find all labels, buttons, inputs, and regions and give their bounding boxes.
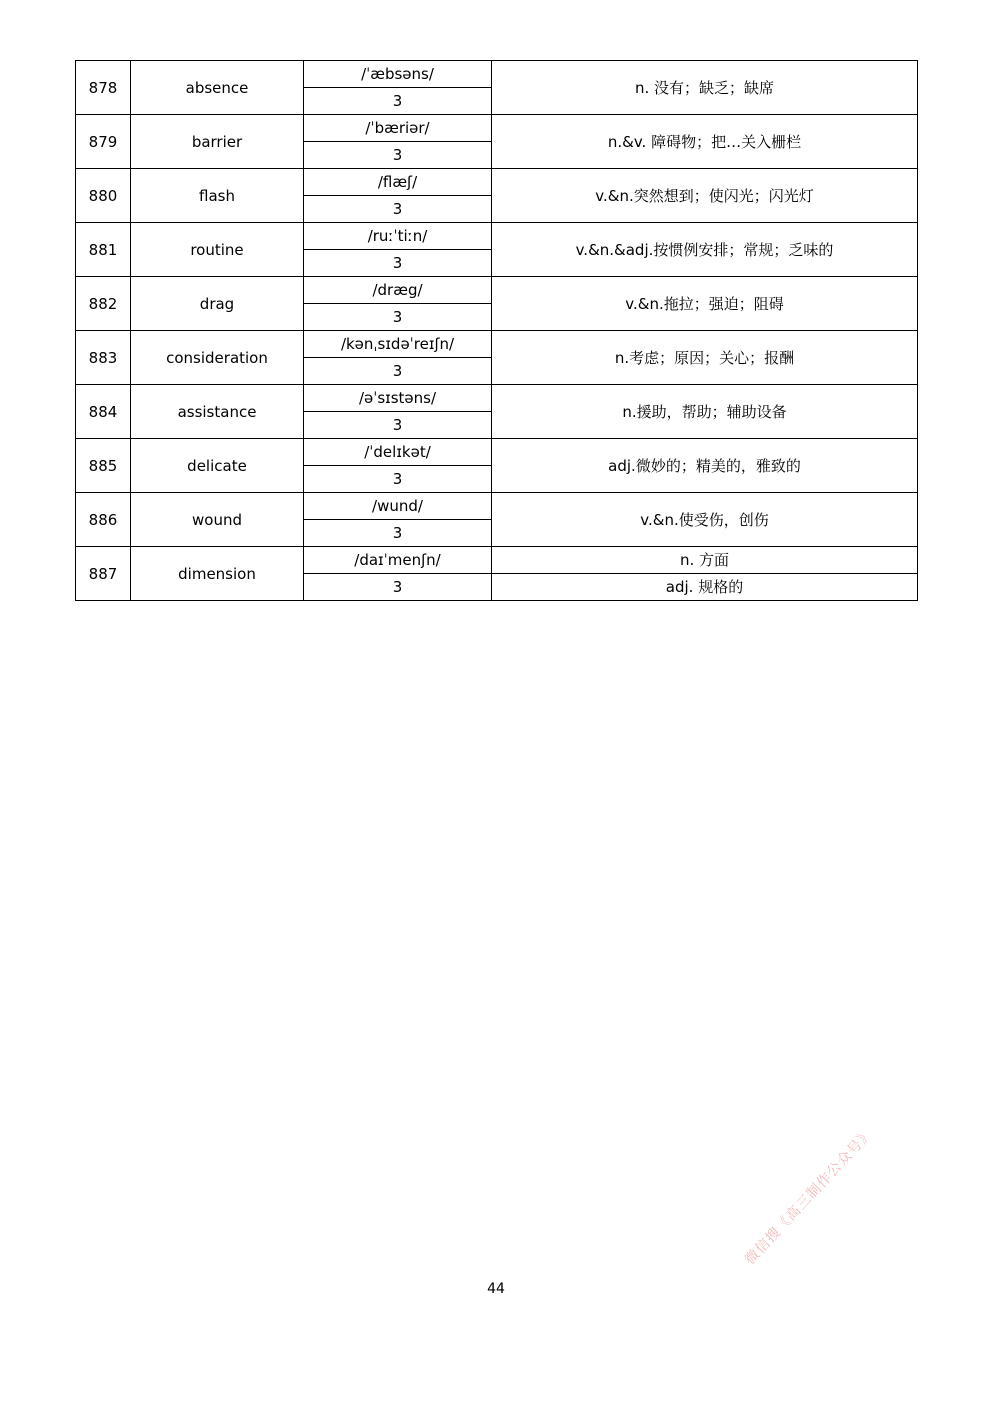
entry-number: 878 — [76, 61, 131, 115]
entry-meaning: adj.微妙的；精美的，雅致的 — [492, 439, 918, 493]
entry-level: 3 — [304, 466, 492, 493]
entry-word: routine — [131, 223, 304, 277]
table-row — [76, 115, 918, 142]
entry-word: assistance — [131, 385, 304, 439]
table-row — [76, 385, 918, 412]
entry-word: wound — [131, 493, 304, 547]
table-row — [76, 547, 918, 574]
entry-word: barrier — [131, 115, 304, 169]
entry-meaning: n.援助，帮助；辅助设备 — [492, 385, 918, 439]
entry-word: delicate — [131, 439, 304, 493]
entry-level: 3 — [304, 142, 492, 169]
entry-level: 3 — [304, 520, 492, 547]
entry-word: drag — [131, 277, 304, 331]
table-row — [76, 61, 918, 88]
watermark: 微信搜《高三制作公众号》 — [742, 1125, 877, 1268]
entry-level: 3 — [304, 88, 492, 115]
entry-phonetic: /ˈbæriər/ — [304, 115, 492, 142]
entry-phonetic: /dræg/ — [304, 277, 492, 304]
entry-level: 3 — [304, 358, 492, 385]
entry-phonetic: /wund/ — [304, 493, 492, 520]
entry-meaning: n. 方面 — [492, 547, 918, 574]
entry-phonetic: /ˈdelɪkət/ — [304, 439, 492, 466]
entry-number: 880 — [76, 169, 131, 223]
table-row — [76, 277, 918, 304]
entry-phonetic: /flæʃ/ — [304, 169, 492, 196]
entry-level: 3 — [304, 574, 492, 601]
entry-meaning-secondary: adj. 规格的 — [492, 574, 918, 601]
entry-meaning: v.&n.使受伤，创伤 — [492, 493, 918, 547]
entry-number: 884 — [76, 385, 131, 439]
entry-meaning: v.&n.突然想到；使闪光；闪光灯 — [492, 169, 918, 223]
entry-word: absence — [131, 61, 304, 115]
entry-meaning: n. 没有；缺乏；缺席 — [492, 61, 918, 115]
table-row — [76, 439, 918, 466]
entry-meaning: v.&n.拖拉；强迫；阻碍 — [492, 277, 918, 331]
table-row — [76, 223, 918, 250]
entry-phonetic: /ruːˈtiːn/ — [304, 223, 492, 250]
entry-level: 3 — [304, 412, 492, 439]
table-row — [76, 169, 918, 196]
entry-meaning: n.&v. 障碍物；把…关入栅栏 — [492, 115, 918, 169]
entry-phonetic: /ˈæbsəns/ — [304, 61, 492, 88]
page-number: 44 — [487, 1281, 505, 1297]
entry-phonetic: /əˈsɪstəns/ — [304, 385, 492, 412]
entry-number: 882 — [76, 277, 131, 331]
entry-level: 3 — [304, 196, 492, 223]
entry-word: dimension — [131, 547, 304, 601]
entry-number: 879 — [76, 115, 131, 169]
table-row — [76, 331, 918, 358]
entry-phonetic: /kənˌsɪdəˈreɪʃn/ — [304, 331, 492, 358]
entry-level: 3 — [304, 250, 492, 277]
entry-number: 886 — [76, 493, 131, 547]
entry-number: 887 — [76, 547, 131, 601]
entry-word: consideration — [131, 331, 304, 385]
entry-word: flash — [131, 169, 304, 223]
entry-number: 883 — [76, 331, 131, 385]
entry-meaning: n.考虑；原因；关心；报酬 — [492, 331, 918, 385]
table-row — [76, 493, 918, 520]
entry-phonetic: /daɪˈmenʃn/ — [304, 547, 492, 574]
entry-level: 3 — [304, 304, 492, 331]
entry-meaning: v.&n.&adj.按惯例安排；常规；乏味的 — [492, 223, 918, 277]
entry-number: 885 — [76, 439, 131, 493]
vocabulary-table — [75, 60, 918, 601]
entry-number: 881 — [76, 223, 131, 277]
